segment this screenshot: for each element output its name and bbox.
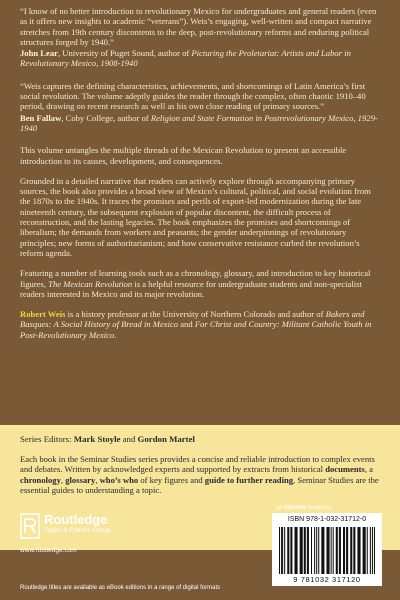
author-book-1: Bakers and Basques: A Social History of Bread in Mexico bbox=[20, 309, 365, 330]
review-quote-2: “Weis captures the defining characteristics, achievements, and shortcomings of Latin America’s first social revolution. The volume adeptly guides the reader through the complex, often chaotic 1910–40 period, drawing on recent research as well as his own close reading of primary sources.” bbox=[20, 80, 366, 112]
review-quote-1: “I know of no better introduction to revolutionary Mexico for undergraduates and general readers (even as it offers new insights to academic “veterans”). Weis’s engaging, well-written and compact narrative stretches from 19th century discontents to the deep, post-revolutionary reforms and enduring political structures forged by 1940.” bbox=[20, 6, 377, 47]
publisher-group: Taylor & Francis Group bbox=[44, 527, 111, 534]
publisher-name: Routledge bbox=[44, 512, 108, 527]
barcode-bar bbox=[290, 527, 292, 574]
informa-tagline: an informa business bbox=[276, 505, 332, 511]
barcode-bar bbox=[307, 527, 309, 574]
description-paragraph-1: This volume untangles the multiple threads of the Mexican Revolution to present an accessible introduction to its causes, development, and consequences. bbox=[20, 145, 347, 166]
barcode-bar bbox=[367, 527, 368, 574]
reviewer-name: Ben Fallaw bbox=[20, 112, 62, 123]
author-bio: Robert Weis is a history professor at the University of Northern Colorado and author of Bakers and Basques: A Social History of Bread in Mexico and For Christ and Country: Militant Catholic Youth in Post-Revolutionary Mexico. bbox=[20, 309, 372, 340]
reviewer-book-title: Picturing the Proletariat: Artists and Labor in Revolutionary Mexico, 1908-1940 bbox=[20, 48, 351, 69]
review-attribution-1: John Lear, University of Puget Sound, author of Picturing the Proletariat: Artists and Labor in Revolutionary Mexico, 1908-1940 bbox=[20, 48, 351, 69]
barcode-bar bbox=[363, 527, 366, 574]
barcode-bar bbox=[353, 527, 355, 574]
reviewer-name: John Lear bbox=[20, 48, 58, 59]
routledge-logo bbox=[20, 512, 200, 542]
barcode-bars bbox=[278, 527, 376, 574]
barcode-bar bbox=[314, 527, 315, 574]
description-paragraph-3: Featuring a number of learning tools such as a chronology, glossary, and introduction to key historical figures, The Mexican Revolution is a helpful resource for undergraduate students and non-specialist readers interested in Mexico and its major revolution. bbox=[20, 268, 371, 299]
series-editor-2: Gordon Martel bbox=[137, 434, 195, 444]
barcode-bar bbox=[336, 527, 338, 574]
barcode-bar bbox=[282, 527, 283, 574]
routledge-logo-icon bbox=[20, 513, 40, 539]
barcode-bar bbox=[346, 527, 348, 574]
barcode-bar bbox=[318, 527, 319, 574]
review-attribution-2: Ben Fallaw, Coby College, author of Religion and State Formation in Postrevolutionary Mexico, 1929-1940 bbox=[20, 112, 378, 133]
reviewer-book-title: Religion and State Formation in Postrevolutionary Mexico, 1929-1940 bbox=[20, 112, 378, 133]
barcode bbox=[272, 513, 382, 586]
author-name: Robert Weis bbox=[20, 309, 66, 320]
series-editor-1: Mark Stoyle bbox=[73, 434, 121, 444]
barcode-bar bbox=[321, 527, 324, 574]
author-book-2: For Christ and Country: Militant Catholic Youth in Post-Revolutionary Mexico bbox=[20, 319, 372, 340]
series-editors: Series Editors: Mark Stoyle and Gordon Martel bbox=[20, 434, 195, 444]
book-title: The Mexican Revolution bbox=[48, 278, 133, 289]
series-description: Each book in the Seminar Studies series provides a concise and reliable introduction to complex events and debates. Written by acknowledged experts and supported by extracts from historical documents, a chronology, glossary, who’s who of key figures and guide to further reading, Seminar Studies are the essential guides to understanding a topic. bbox=[20, 454, 379, 496]
barcode-bar bbox=[339, 527, 341, 574]
isbn-text: ISBN 978-1-032-31712-0 bbox=[287, 516, 367, 523]
barcode-bar bbox=[316, 527, 317, 574]
barcode-bar bbox=[287, 527, 289, 574]
ebook-note: Routledge titles are available as eBook editions in a range of digital formats bbox=[20, 585, 221, 591]
barcode-bar bbox=[357, 527, 360, 574]
description-paragraph-2: Grounded in a detailed narrative that readers can actively explore through accompanying primary sources, the book also provides a broad view of Mexico’s cultural, political, and social evolution from the 1870s to the 1940s. It traces the promises and perils of export-led modernization during the late nineteenth century, the subsequent explosion of popular discontent, the difficult process of reconstruction, and the lasting legacies. The book emphasizes the promises and shortcomings of liberalism; the demands from workers and peasants; the gender underpinnings of revolutionary principles; new forms of authoritarianism; and how conservative resistance curbed the revolution’s reform agenda. bbox=[20, 175, 371, 258]
barcode-bar bbox=[331, 527, 332, 574]
publisher-website: www.routledge.com bbox=[20, 547, 77, 554]
barcode-bar bbox=[370, 527, 371, 574]
barcode-bar bbox=[300, 527, 303, 574]
barcode-bar bbox=[333, 527, 334, 574]
barcode-bar bbox=[350, 527, 352, 574]
barcode-bar bbox=[326, 527, 329, 574]
cover-footer bbox=[0, 500, 400, 600]
barcode-bar bbox=[374, 527, 375, 574]
barcode-bar bbox=[304, 527, 306, 574]
barcode-bar bbox=[372, 527, 373, 574]
barcode-bar bbox=[281, 527, 282, 574]
barcode-bar bbox=[279, 527, 280, 574]
barcode-bar bbox=[284, 527, 285, 574]
barcode-number: 9 781032 317120 bbox=[293, 575, 361, 584]
barcode-bar bbox=[311, 527, 312, 574]
barcode-bar bbox=[343, 527, 345, 574]
barcode-bar bbox=[294, 527, 297, 574]
